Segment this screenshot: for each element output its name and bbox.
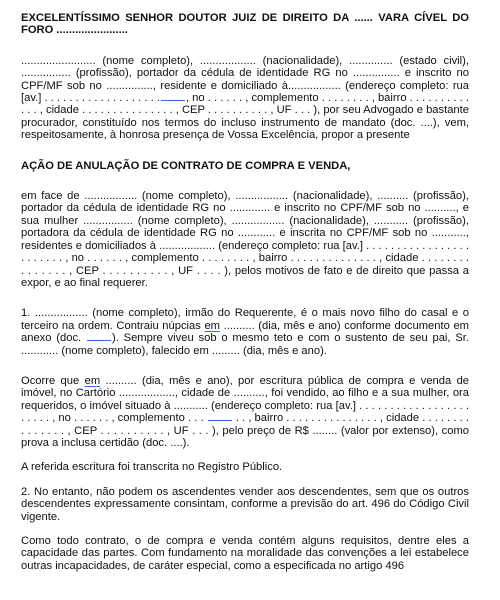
paragraph-occurs <box>21 375 469 449</box>
em-link[interactable]: em <box>204 319 220 332</box>
petitioner-paragraph <box>21 55 469 142</box>
paragraph-1-text-c: ). Sempre viveu sob o mesmo teto e com o sustento de seu pai, Sr. ............ (nome completo), falecido em ......... (dia, mês e ano). <box>21 332 469 357</box>
paragraph-registry: A referida escritura foi transcrita no Registro Público. <box>21 461 283 474</box>
paragraph-occurs-text-c: . . , bairro . . . . . . . . . . . . . . . , cidade . . . . . . . . . . . . . . . , CEP . . . . . . . . . . , UF . . . ), pelo preço de R$ ........ (valor por extenso), como prova a inclusa certidão (doc. ....). <box>21 412 469 449</box>
paragraph-occurs-text-b: .......... (dia, mês e ano), por escritura pública de compra e venda de imóvel, no Cartório .................., cidade de .........., foi vendido, ao filho e a sua mulher, ora requeridos, o imóvel situado à ........... (endereço completo: rua [av.] . . . . . . . . . . . . . . . . . . . . . . . , no . . . . . . , complemento . . . <box>21 374 470 425</box>
paragraph-occurs-text-a: Ocorre que <box>21 374 80 387</box>
petitioner-text-start: ........................ (nome completo), .................. (nacionalidade), .............. (estado civil), ................ (profissão), portador da cédula de identidade RG no ............... e inscrito no CPF/MF sob no ..............., residente e domiciliado à................. (endereço completo: rua [av.] . . . . . . . . . . . . . . . . . . . <box>21 54 469 105</box>
complement-field-link[interactable] <box>208 412 232 421</box>
document-page <box>21 12 469 572</box>
court-heading: EXCELENTÍSSIMO SENHOR DOUTOR JUIZ DE DIREITO DA ...... VARA CÍVEL DO FORO ....................... <box>21 12 469 37</box>
petitioner-text-end: , no . . . . . . , complemento . . . . . . . . , bairro . . . . . . . . . . . . . , cidade . . . . . . . . . . . . . . . , CEP . . . . . . . . . . , UF . . . ), por seu Advogado e bastante procurador, constituído nos termos do incluso instrumento de mandato (doc. ....), vem, respeitosamente, à honrosa presença de Vossa Excelência, propor a presente <box>21 92 469 142</box>
paragraph-1 <box>21 307 469 357</box>
doc-field-link[interactable] <box>87 332 111 341</box>
blank-field-link[interactable] <box>161 92 185 101</box>
paragraph-1-text-a: 1. ................. (nome completo), irmão do Requerente, é o mais novo filho do casal e o terceiro na ordem. Contraiu núpcias <box>21 307 469 332</box>
paragraph-1-text-b: .......... (dia, mês e ano) conforme documento em anexo (doc. <box>21 319 469 345</box>
em-link-2[interactable]: em <box>84 374 101 387</box>
paragraph-contract: Como todo contrato, o de compra e venda contém alguns requisitos, dentre eles a capacidade das partes. Com fundamento na moralidade das convenções a lei estabelece outras incapacidades, de caráter especial, como a especificada no artigo 496 <box>21 535 469 572</box>
defendants-paragraph: em face de ................. (nome completo), ................. (nacionalidade), .......... (profissão), portador da cédula de identidade RG no ............. e inscrito no CPF/MF sob no .........., e sua mulher ................ (nome completo), ................. (nacionalidade), ........... (profissão), portadora da cédula de identidade RG no ............ e inscrita no CPF/MF sob no ..........., residentes e domiciliados à .................. (endereço completo: rua [av.] . . . . . . . . . . . . . . . . . . . . . . . . , no . . . . . . , complemento . . . . . . . . , bairro . . . . . . . . . . . . . . , cidade . . . . . . . . . . . . . . . , CEP . . . . . . . . . . , UF . . . . ), pelos motivos de fato e de direito que passa a expor, e ao final requerer. <box>21 190 469 289</box>
paragraph-2: 2. No entanto, não podem os ascendentes vender aos descendentes, sem que os outros descendentes expressamente consintam, conforme a previsão do art. 496 do Código Civil vigente. <box>21 485 469 523</box>
action-title: AÇÃO DE ANULAÇÃO DE CONTRATO DE COMPRA E VENDA, <box>21 159 351 172</box>
